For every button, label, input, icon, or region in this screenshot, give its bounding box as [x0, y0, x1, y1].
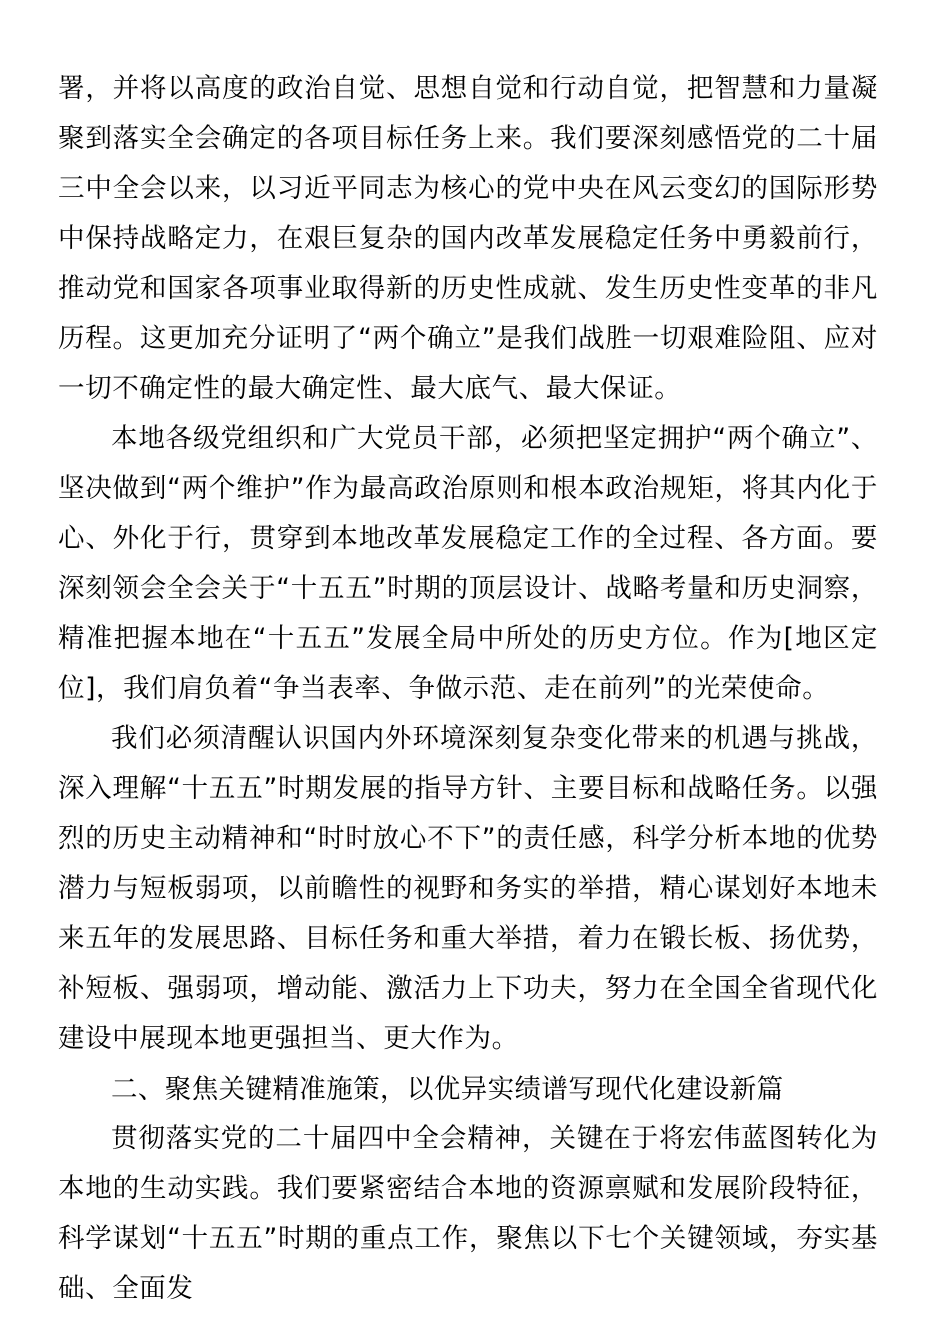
- section-heading-two: 二、聚焦关键精准施策，以优异实绩谱写现代化建设新篇: [111, 1074, 784, 1104]
- paragraph-implementation: 贯彻落实党的二十届四中全会精神，关键在于将宏伟蓝图转化为本地的生动实践。我们要紧密结合本地的资源禀赋和发展阶段特征，科学谋划“十五五”时期的重点工作，聚焦以下七个关键领域，夯实基础、全面发: [58, 1123, 878, 1304]
- document-page: [58, 64, 878, 1314]
- paragraph-continuation: 署，并将以高度的政治自觉、思想自觉和行动自觉，把智慧和力量凝聚到落实全会确定的各项目标任务上来。我们要深刻感悟党的二十届三中全会以来，以习近平同志为核心的党中央在风云变幻的国际形势中保持战略定力，在艰巨复杂的国内改革发展稳定任务中勇毅前行，推动党和国家各项事业取得新的历史性成就、发生历史性变革的非凡历程。这更加充分证明了“两个确立”是我们战胜一切艰难险阻、应对一切不确定性的最大确定性、最大底气、最大保证。: [58, 73, 878, 404]
- paragraph-opportunities-challenges: 我们必须清醒认识国内外环境深刻复杂变化带来的机遇与挑战，深入理解“十五五”时期发展的指导方针、主要目标和战略任务。以强烈的历史主动精神和“时时放心不下”的责任感，科学分析本地的优势潜力与短板弱项，以前瞻性的视野和务实的举措，精心谋划好本地未来五年的发展思路、目标任务和重大举措，着力在锻长板、扬优势，补短板、强弱项，增动能、激活力上下功夫，努力在全国全省现代化建设中展现本地更强担当、更大作为。: [58, 723, 878, 1054]
- paragraph-two-establishments: 本地各级党组织和广大党员干部，必须把坚定拥护“两个确立”、坚决做到“两个维护”作为最高政治原则和根本政治规矩，将其内化于心、外化于行，贯穿到本地改革发展稳定工作的全过程、各方面。要深刻领会全会关于“十五五”时期的顶层设计、战略考量和历史洞察，精准把握本地在“十五五”发展全局中所处的历史方位。作为[地区定位]，我们肩负着“争当表率、争做示范、走在前列”的光荣使命。: [58, 423, 878, 704]
